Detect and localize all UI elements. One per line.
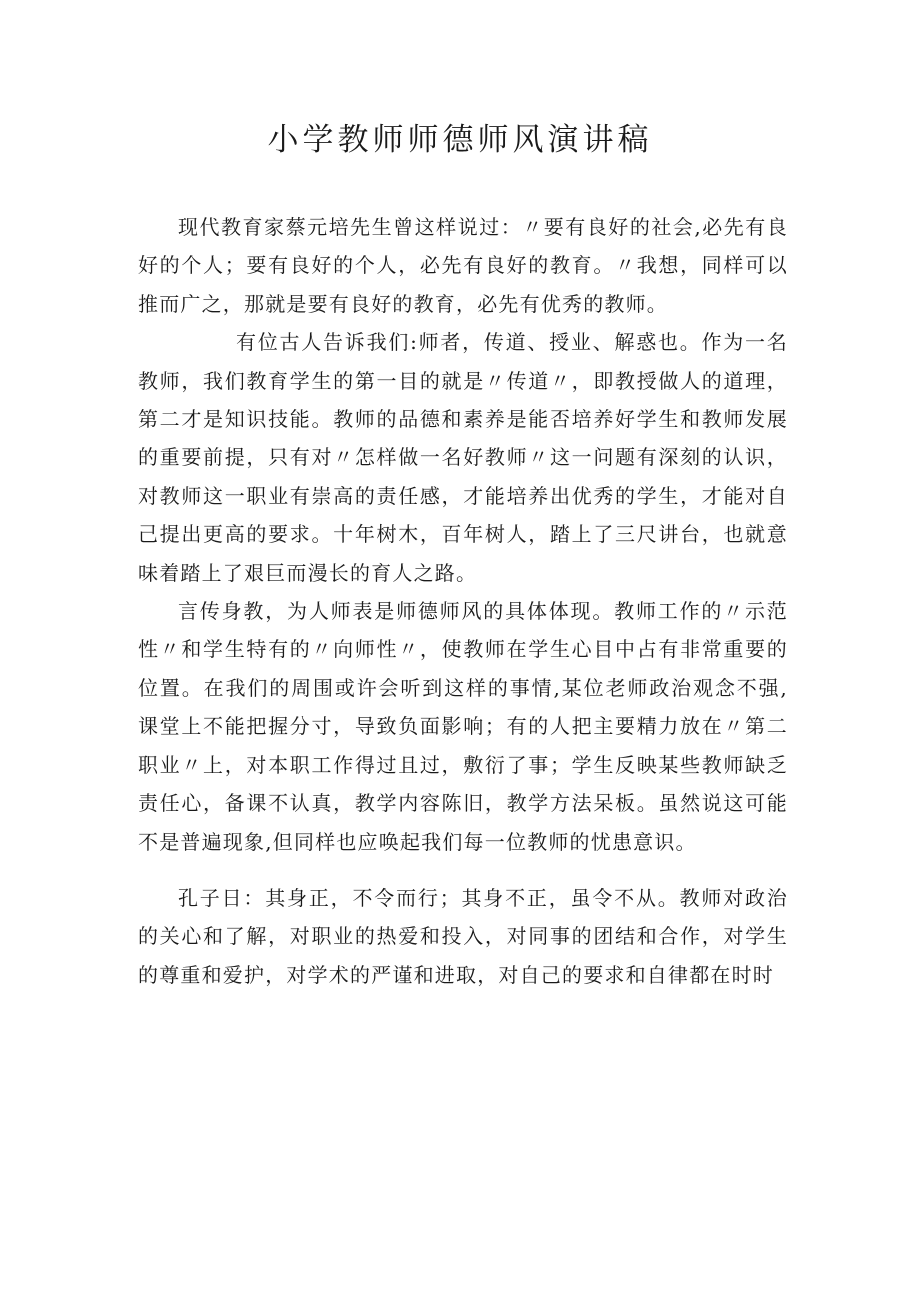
document-body [138, 208, 788, 994]
document-title: 小学教师师德师风演讲稿 [267, 122, 653, 158]
paragraph: 孔子日：其身正，不令而行；其身不正，虽令不从。教师对政治的关心和了解，对职业的热爱和投入，对同事的团结和合作，对学生的尊重和爱护，对学术的严谨和进取，对自己的要求和自律都在时时 [138, 885, 788, 987]
paragraph: 现代教育家蔡元培先生曾这样说过：〃要有良好的社会,必先有良好的个人；要有良好的个人，必先有良好的教育。〃我想，同样可以推而广之，那就是要有良好的教育，必先有优秀的教师。 [138, 215, 788, 316]
paragraph: 有位古人告诉我们:师者，传道、授业、解惑也。作为一名教师，我们教育学生的第一目的就是〃传道〃，即教授做人的道理，第二才是知识技能。教师的品德和素养是能否培养好学生和教师发展的重要前提，只有对〃怎样做一名好教师〃这一问题有深刻的认识，对教师这一职业有崇高的责任感，才能培养出优秀的学生，才能对自己提出更高的要求。十年树木，百年树人，踏上了三尺讲台，也就意味着踏上了艰巨而漫长的育人之路。 [138, 330, 788, 585]
paragraph: 言传身教，为人师表是师德师风的具体体现。教师工作的〃示范性〃和学生特有的〃向师性〃，使教师在学生心目中占有非常重要的位置。在我们的周围或许会听到这样的事情,某位老师政治观念不强,课堂上不能把握分寸，导致负面影响；有的人把主要精力放在〃第二职业〃上，对本职工作得过且过，敷衍了事；学生反映某些教师缺乏责任心，备课不认真，教学内容陈旧，教学方法呆板。虽然说这可能不是普遍现象,但同样也应唤起我们每一位教师的忧患意识。 [138, 599, 788, 854]
